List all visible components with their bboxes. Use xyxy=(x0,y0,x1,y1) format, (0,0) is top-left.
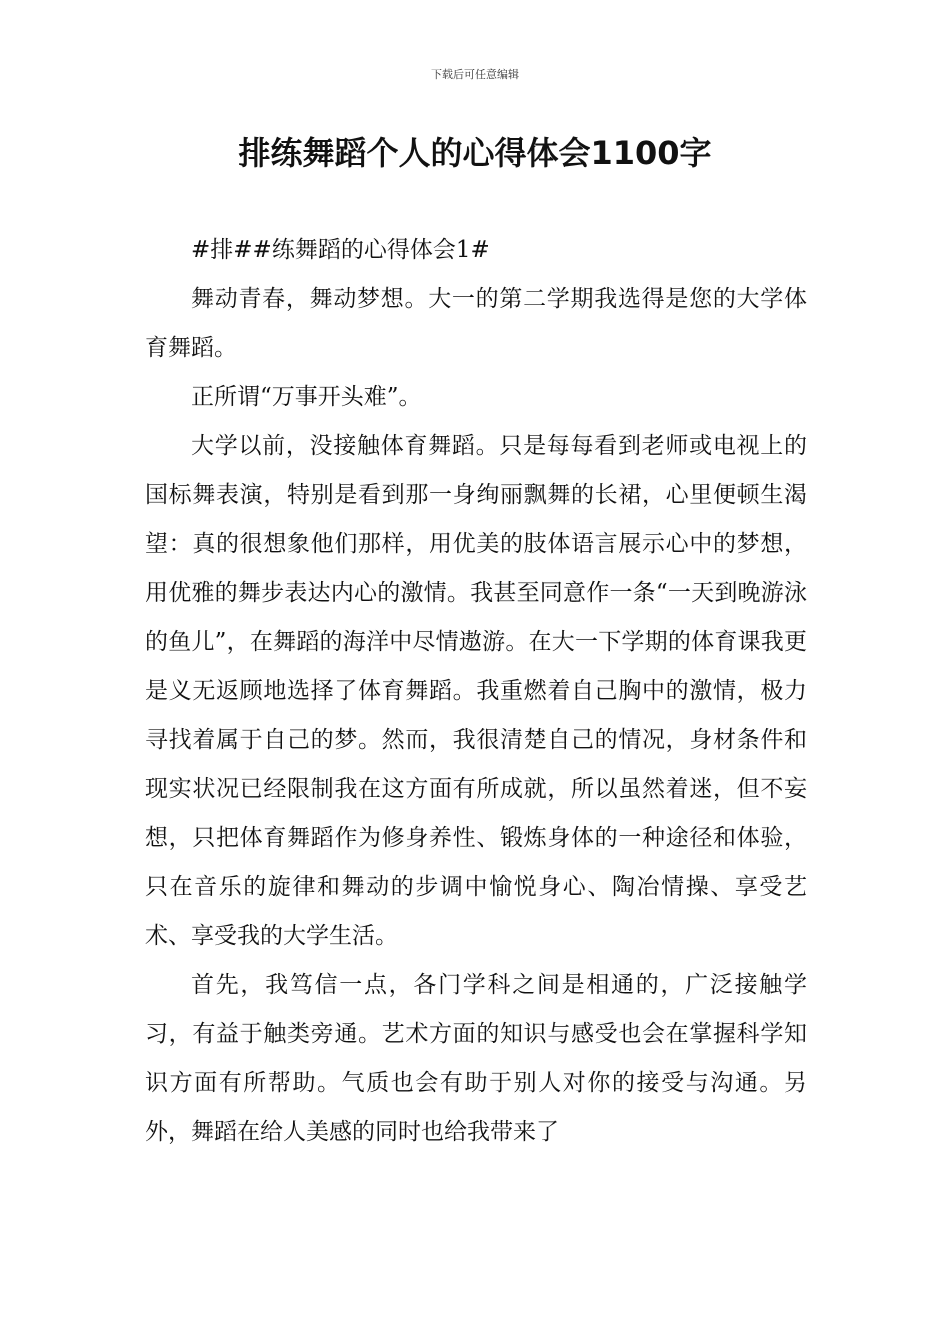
paragraph: 大学以前，没接触体育舞蹈。只是每每看到老师或电视上的国标舞表演，特别是看到那一身绚丽飘舞的长裙，心里便顿生渴望：真的很想象他们那样，用优美的肢体语言展示心中的梦想，用优雅的舞步表达内心的激情。我甚至同意作一条“一天到晚游泳的鱼儿”，在舞蹈的海洋中尽情遨游。在大一下学期的体育课我更是义无返顾地选择了体育舞蹈。我重燃着自己胸中的激情，极力寻找着属于自己的梦。然而，我很清楚自己的情况，身材条件和现实状况已经限制我在这方面有所成就，所以虽然着迷，但不妄想，只把体育舞蹈作为修身养性、锻炼身体的一种途径和体验，只在音乐的旋律和舞动的步调中愉悦身心、陶冶情操、享受艺术、享受我的大学生活。 xyxy=(145,433,807,949)
page-title: 排练舞蹈个人的心得体会1100字 xyxy=(238,134,712,172)
document-body xyxy=(145,226,807,1157)
paragraph-heading: #排##练舞蹈的心得体会1# xyxy=(191,237,490,263)
header-note: 下载后可任意编辑 xyxy=(431,68,519,81)
paragraph: 首先，我笃信一点，各门学科之间是相通的，广泛接触学习，有益于触类旁通。艺术方面的知识与感受也会在掌握科学知识方面有所帮助。气质也会有助于别人对你的接受与沟通。另外，舞蹈在给人美感的同时也给我带来了 xyxy=(145,972,807,1145)
paragraph: 正所谓“万事开头难”。 xyxy=(191,384,422,410)
paragraph: 舞动青春，舞动梦想。大一的第二学期我选得是您的大学体育舞蹈。 xyxy=(145,286,807,361)
